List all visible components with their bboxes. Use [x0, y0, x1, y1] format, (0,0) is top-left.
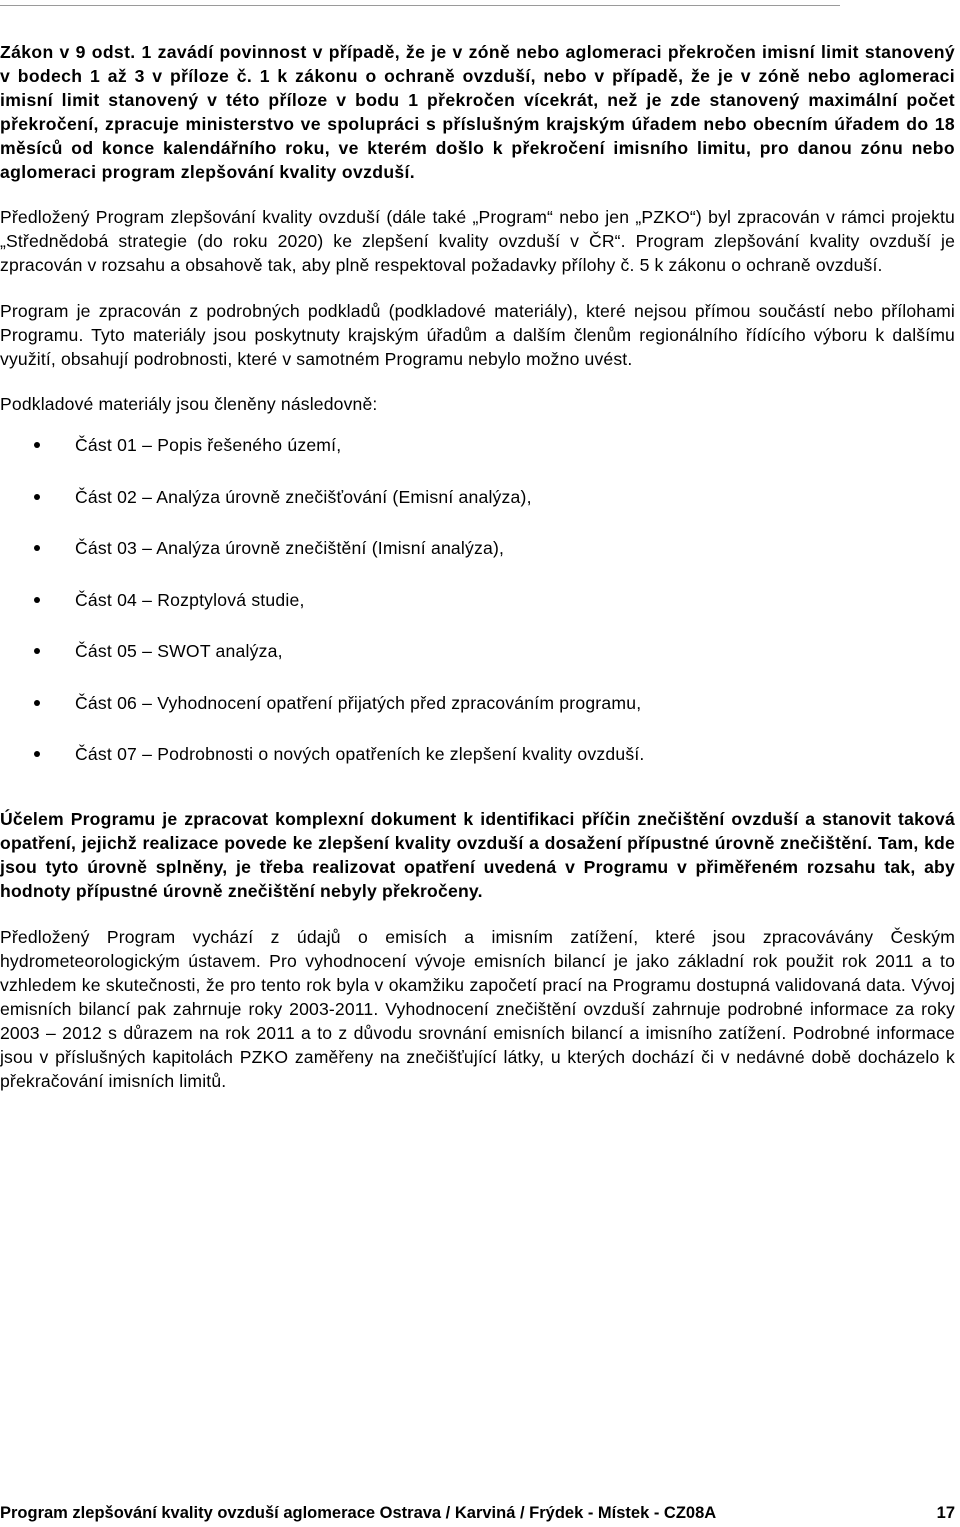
bullet-icon [34, 700, 40, 706]
list-item-text: Část 05 – SWOT analýza, [75, 641, 283, 661]
bullet-icon [34, 494, 40, 500]
list-item [0, 742, 955, 767]
list-item [0, 433, 955, 458]
materials-list-intro: Podkladové materiály jsou členěny následovně: [0, 394, 378, 414]
list-item-text: Část 03 – Analýza úrovně znečištění (Imisní analýza), [75, 538, 505, 558]
list-item-text: Část 01 – Popis řešeného území, [75, 435, 342, 455]
bullet-icon [34, 751, 40, 757]
bullet-icon [34, 597, 40, 603]
page-content [0, 40, 955, 1093]
program-description-paragraph: Předložený Program zlepšování kvality ovzduší (dále také „Program“ nebo jen „PZKO“) byl zpracován v rámci projektu „Střednědobá strategie (do roku 2020) ke zlepšení kvality ovzduší v ČR“. Program zlepšování kvality ovzduší je zpracován v rozsahu a obsahově tak, aby plně respektoval požadavky přílohy č. 5 k zákonu o ochraně ovzduší. [0, 207, 955, 275]
bullet-icon [34, 648, 40, 654]
source-materials-paragraph: Program je zpracován z podrobných podkladů (podkladové materiály), které nejsou přímou součástí nebo přílohami Programu. Tyto materiály jsou poskytnuty krajským úřadům a dalším členům regionálního řídícího výboru k dalšímu využití, obsahují podrobnosti, které v samotném Programu nebylo možno uvést. [0, 301, 955, 369]
list-item [0, 485, 955, 510]
list-item [0, 588, 955, 613]
page-number: 17 [936, 1504, 955, 1522]
header-rule [0, 5, 840, 6]
list-item [0, 639, 955, 664]
list-item [0, 536, 955, 561]
footer-title: Program zlepšování kvality ovzduší aglomerace Ostrava / Karviná / Frýdek - Místek - CZ08A [0, 1504, 717, 1522]
list-item [0, 691, 955, 716]
list-item-text: Část 02 – Analýza úrovně znečišťování (Emisní analýza), [75, 486, 532, 507]
data-sources-paragraph: Předložený Program vychází z údajů o emisích a imisním zatížení, které jsou zpracovávány Českým hydrometeorologickým ústavem. Pro vyhodnocení vývoje emisních bilancí je jako základní rok použit rok 2011 a to vzhledem ke skutečnosti, že pro tento rok byla v okamžiku započetí prací na Programu dostupná validovaná data. Vývoj emisních bilancí pak zahrnuje roky 2003-2011. Vyhodnocení znečištění ovzduší zahrnuje podrobné informace za roky 2003 – 2012 s důrazem na rok 2011 a to z důvodu srovnání emisních bilancí a imisního zatížení. Podrobné informace jsou v příslušných kapitolách PZKO zaměřeny na znečišťující látky, u kterých dochází či v nedávné době docházelo k překračování imisních limitů. [0, 927, 955, 1091]
list-item-text: Část 06 – Vyhodnocení opatření přijatých před zpracováním programu, [75, 692, 642, 713]
program-goal-paragraph: Účelem Programu je zpracovat komplexní dokument k identifikaci příčin znečištění ovzduší a stanovit taková opatření, jejichž realizace povede ke zlepšení kvality ovzduší a dosažení přípustné úrovně znečištění. Tam, kde jsou tyto úrovně splněny, je třeba realizovat opatření uvedená v Programu v přiměřeném rozsahu tak, aby hodnoty přípustné úrovně znečištění nebyly překročeny. [0, 809, 955, 901]
bullet-icon [34, 545, 40, 551]
bullet-icon [34, 442, 40, 448]
list-item-text: Část 07 – Podrobnosti o nových opatřeních ke zlepšení kvality ovzduší. [75, 744, 645, 764]
intro-paragraph: Zákon v 9 odst. 1 zavádí povinnost v případě, že je v zóně nebo aglomeraci překročen imisní limit stanovený v bodech 1 až 3 v příloze č. 1 k zákonu o ochraně ovzduší, nebo v případě, že je v zóně nebo aglomeraci imisní limit stanovený v této příloze v bodu 1 překročen vícekrát, než je zde stanovený maximální počet překročení, zpracuje ministerstvo ve spolupráci s příslušným krajským úřadem nebo obecním úřadem do 18 měsíců od konce kalendářního roku, ve kterém došlo k překročení imisního limitu, pro danou zónu nebo aglomeraci program zlepšování kvality ovzduší. [0, 42, 955, 182]
materials-list [0, 433, 955, 767]
list-item-text: Část 04 – Rozptylová studie, [75, 589, 305, 610]
